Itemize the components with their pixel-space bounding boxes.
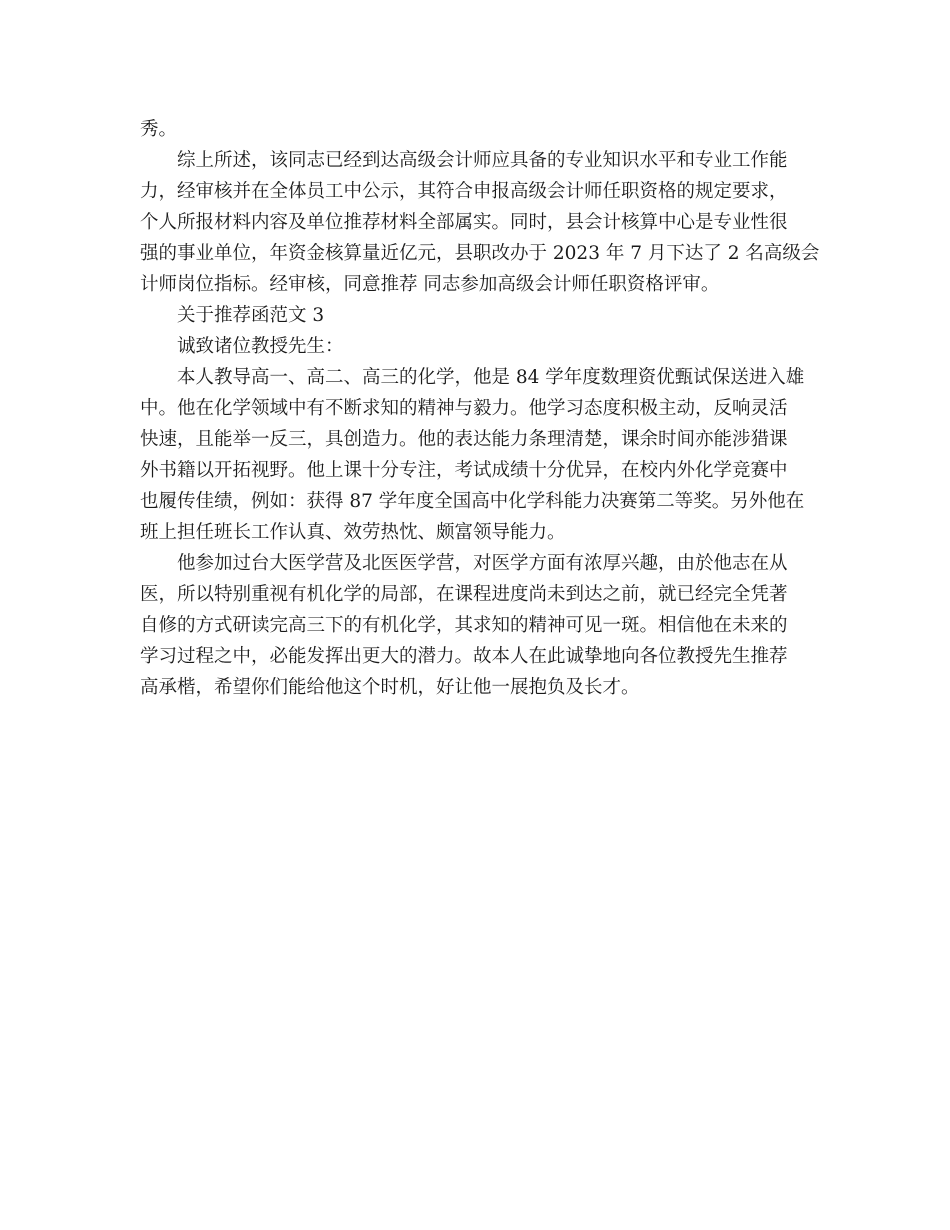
paragraph-summary — [140, 145, 820, 300]
salutation — [140, 331, 805, 362]
text-line: 综上所述，该同志已经到达高级会计师应具备的专业知识水平和专业工作能 — [177, 150, 788, 171]
text-line: 力，经审核并在全体员工中公示，其符合申报高级会计师任职资格的规定要求， — [140, 181, 788, 202]
paragraph-recommendation — [140, 548, 805, 703]
text-line: 班上担任班长工作认真、效劳热忱、颇富领导能力。 — [140, 522, 566, 543]
text-line: 学习过程之中，必能发挥出更大的潜力。故本人在此诚挚地向各位教授先生推荐 — [140, 646, 788, 667]
text-line: 快速，且能举一反三，具创造力。他的表达能力条理清楚，课余时间亦能涉猎课 — [140, 429, 788, 450]
text-line: 医，所以特别重视有机化学的局部，在课程进度尚未到达之前，就已经完全凭著 — [140, 584, 788, 605]
text-line: 秀。 — [140, 119, 178, 140]
text-line: 也履传佳绩，例如：获得 87 学年度全国高中化学科能力决赛第二等奖。另外他在 — [140, 491, 805, 512]
text-line: 他参加过台大医学营及北医医学营，对医学方面有浓厚兴趣，由於他志在从 — [177, 553, 788, 574]
section-heading — [140, 300, 805, 331]
text-line: 自修的方式研读完高三下的有机化学，其求知的精神可见一斑。相信他在未来的 — [140, 615, 788, 636]
paragraph-continuation — [140, 114, 805, 145]
salutation-line: 诚致诸位教授先生： — [177, 336, 344, 357]
text-line: 高承楷，希望你们能给他这个时机，好让他一展抱负及长才。 — [140, 677, 640, 698]
text-line: 强的事业单位，年资金核算量近亿元，县职改办于 2023 年 7 月下达了 2 名高级会 — [140, 243, 820, 264]
document-body — [140, 114, 820, 703]
heading-line: 关于推荐函范文 3 — [177, 305, 325, 326]
text-line: 外书籍以开拓视野。他上课十分专注，考试成绩十分优异，在校内外化学竞赛中 — [140, 460, 788, 481]
text-line: 个人所报材料内容及单位推荐材料全部属实。同时，县会计核算中心是专业性很 — [140, 212, 788, 233]
text-line: 中。他在化学领域中有不断求知的精神与毅力。他学习态度积极主动，反响灵活 — [140, 398, 788, 419]
text-line: 计师岗位指标。经审核，同意推荐 同志参加高级会计师任职资格评审。 — [140, 274, 720, 295]
paragraph-student-performance — [140, 362, 805, 548]
text-line: 本人教导高一、高二、高三的化学，他是 84 学年度数理资优甄试保送进入雄 — [177, 367, 805, 388]
